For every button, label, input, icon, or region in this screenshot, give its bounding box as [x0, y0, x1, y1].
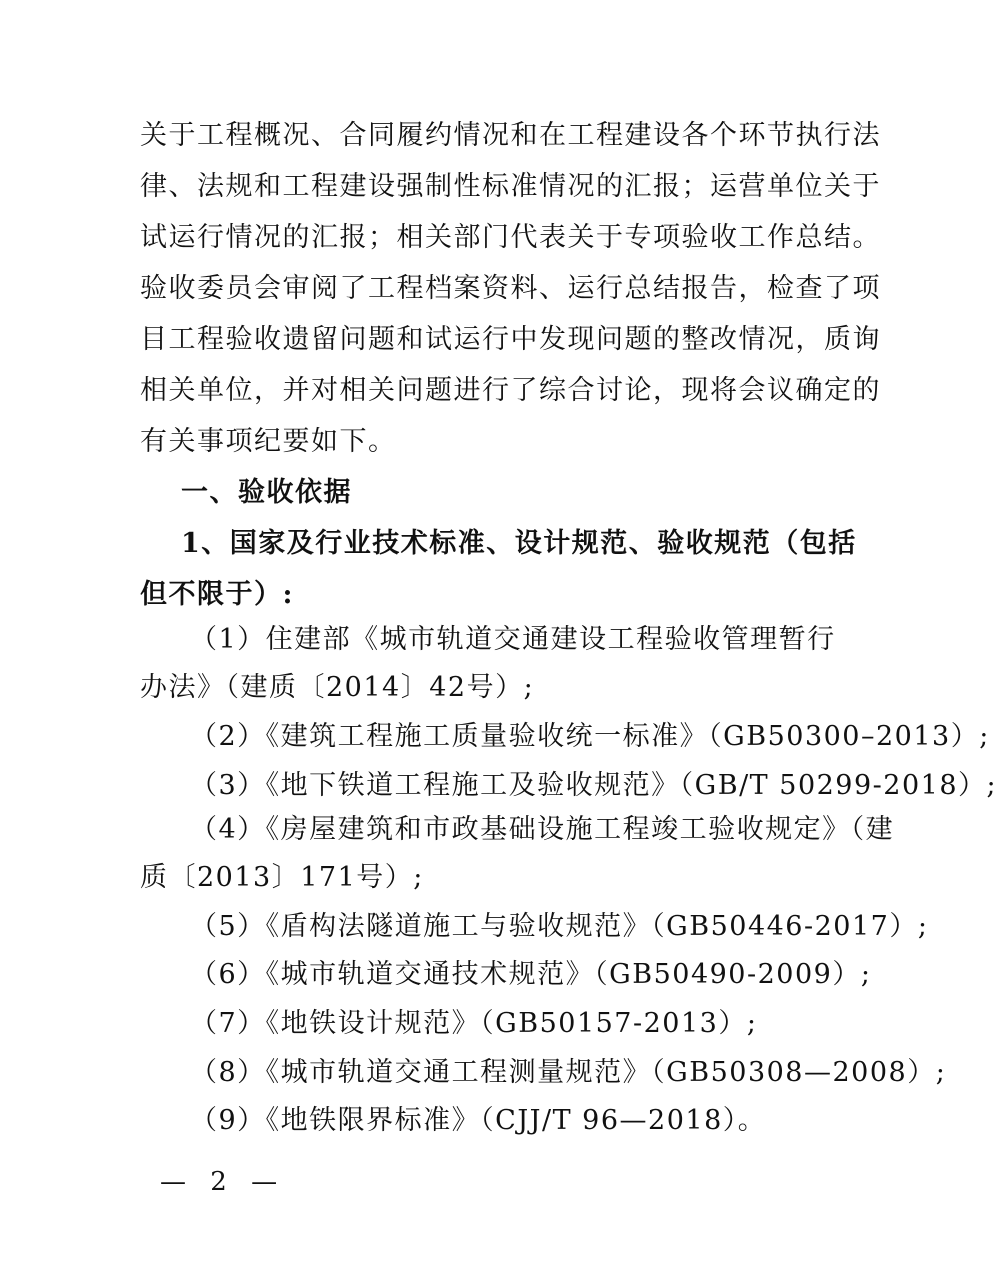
list-item-continued: 办法》（建质〔2014〕42号）; — [140, 672, 535, 703]
list-item: （5）《盾构法隧道施工与验收规范》（GB50446-2017）; — [190, 911, 929, 942]
page-number: — 2 — — [160, 1167, 286, 1197]
body-text-line: 有关事项纪要如下。 — [140, 426, 397, 457]
subsection-heading: 1、国家及行业技术标准、设计规范、验收规范（包括 — [181, 528, 857, 559]
list-item: （3）《地下铁道工程施工及验收规范》（GB/T 50299-2018）; — [190, 770, 997, 801]
body-text-line: 相关单位，并对相关问题进行了综合讨论，现将会议确定的 — [140, 375, 881, 406]
body-text-line: 律、法规和工程建设强制性标准情况的汇报；运营单位关于 — [140, 171, 881, 202]
body-text-line: 验收委员会审阅了工程档案资料、运行总结报告，检查了项 — [140, 273, 881, 304]
list-item: （6）《城市轨道交通技术规范》（GB50490-2009）; — [190, 959, 872, 990]
subsection-heading-continued: 但不限于）: — [140, 579, 294, 610]
list-item: （2）《建筑工程施工质量验收统一标准》（GB50300–2013）; — [190, 721, 990, 752]
body-text-line: 试运行情况的汇报；相关部门代表关于专项验收工作总结。 — [140, 222, 881, 253]
list-item: （9）《地铁限界标准》（CJJ/T 96—2018）。 — [190, 1105, 767, 1136]
body-text-line: 目工程验收遗留问题和试运行中发现问题的整改情况，质询 — [140, 324, 881, 355]
section-heading: 一、验收依据 — [181, 477, 352, 508]
list-item: （7）《地铁设计规范》（GB50157-2013）; — [190, 1008, 758, 1039]
list-item: （8）《城市轨道交通工程测量规范》（GB50308—2008）; — [190, 1057, 947, 1088]
body-text-line: 关于工程概况、合同履约情况和在工程建设各个环节执行法 — [140, 120, 881, 151]
list-item-continued: 质〔2013〕171号）; — [140, 862, 424, 893]
list-item: （4）《房屋建筑和市政基础设施工程竣工验收规定》（建 — [190, 814, 895, 845]
list-item: （1）住建部《城市轨道交通建设工程验收管理暂行 — [190, 624, 836, 655]
